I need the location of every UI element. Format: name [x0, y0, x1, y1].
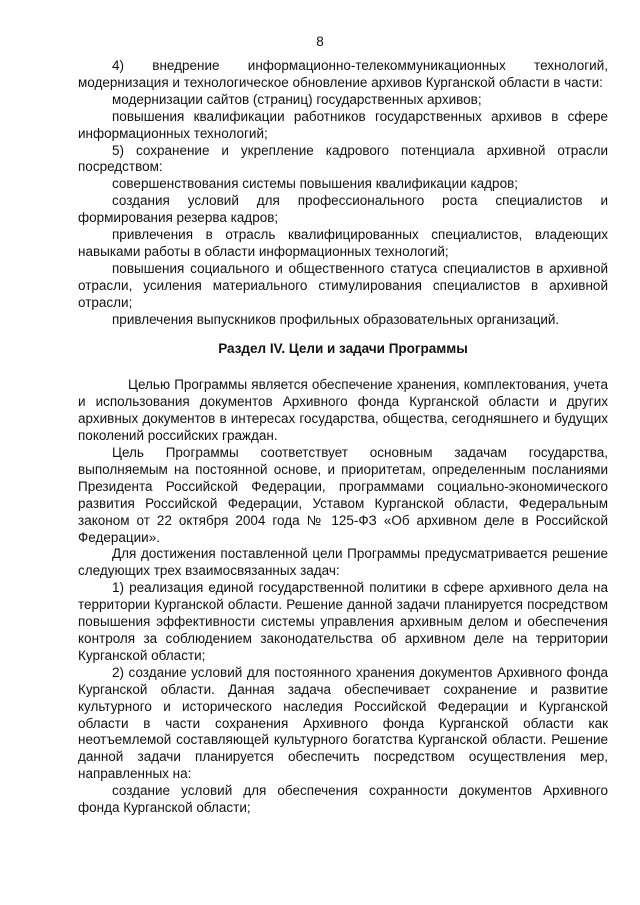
paragraph: создания условий для профессионального роста специалистов и формирования резерва кадров; [78, 193, 608, 226]
paragraph: Для достижения поставленной цели Программы предусматривается решение следующих трех взаимосвязанных задач: [78, 546, 608, 579]
paragraph: привлечения в отрасль квалифицированных специалистов, владеющих навыками работы в области информационных технологий; [78, 227, 608, 259]
paragraph: совершенствования системы повышения квалификации кадров; [112, 176, 518, 192]
document-body [78, 58, 608, 817]
paragraph: привлечения выпускников профильных образовательных организаций. [112, 311, 560, 327]
paragraph: Целью Программы является обеспечение хранения, комплектования, учета и использования документов Архивного фонда Курганской области и других архивных документов в интересах государства, общества, сегодняшнего и будущих поколений российских граждан. [78, 377, 608, 444]
paragraph: 5) сохранение и укрепление кадрового потенциала архивной отрасли посредством: [78, 142, 608, 175]
section-heading: Раздел IV. Цели и задачи Программы [218, 340, 468, 356]
paragraph: Цель Программы соответствует основным задачам государства, выполняемым на постоянной основе, и приоритетам, определенным посланиями Президента Российской Федерации, программами социально-экономического развития Российской Федерации, Уставом Курганской области, Федеральным законом от 22 октября 2004 года № 125-ФЗ «Об архивном деле в Российской Федерации». [78, 445, 608, 545]
section-content [78, 377, 608, 817]
paragraph: модернизации сайтов (страниц) государственных архивов; [112, 91, 482, 107]
paragraph: создание условий для обеспечения сохранности документов Архивного фонда Курганской области; [78, 783, 608, 816]
paragraph: повышения социального и общественного статуса специалистов в архивной отрасли, усиления материального стимулирования специалистов в архивной отрасли; [78, 260, 608, 310]
list-before-heading [78, 58, 608, 329]
paragraph: 1) реализация единой государственной политики в сфере архивного дела на территории Курганской области. Решение данной задачи планируется посредством повышения эффективности системы управления архивным делом и обеспечения контроля за соблюдением законодательства об архивном деле на территории Курганской области; [78, 580, 608, 663]
paragraph: 4) внедрение информационно-телекоммуникационных технологий, модернизация и технологическое обновление архивов Курганской области в части: [78, 58, 608, 90]
page-number: 8 [316, 34, 324, 49]
paragraph: 2) создание условий для постоянного хранения документов Архивного фонда Курганской области. Данная задача обеспечивает сохранение и развитие культурного и исторического наследия Российской Федерации и Курганской области в части сохранения Архивного фонда Курганской области как неотъемлемой составляющей культурного богатства Курганской области. Решение данной задачи планируется обеспечить посредством осуществления мер, направленных на: [78, 664, 608, 782]
paragraph: повышения квалификации работников государственных архивов в сфере информационных технологий; [78, 108, 608, 141]
